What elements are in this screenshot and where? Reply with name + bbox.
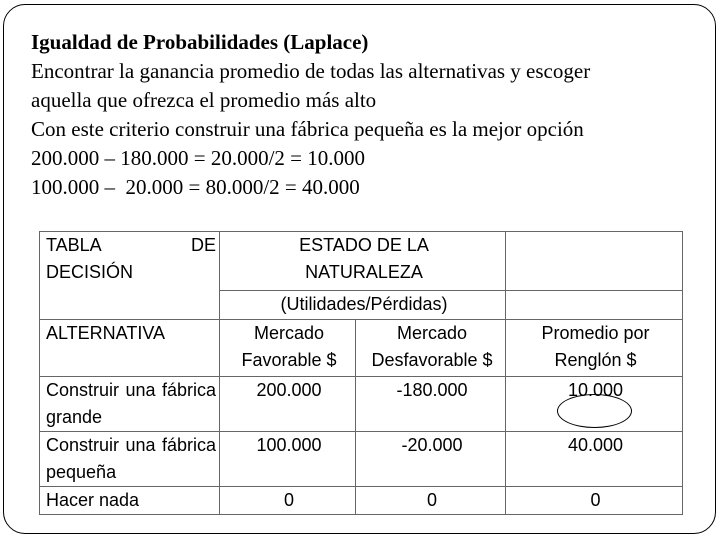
body-line-2: aquella que ofrezca el promedio más alto <box>31 88 377 112</box>
table-row <box>40 432 683 487</box>
highlight-oval <box>557 394 632 428</box>
corner-title-part1: TABLA <box>46 235 102 255</box>
unfavorable-cell: 0 <box>356 487 506 515</box>
alternative-cell: Hacer nada <box>40 487 220 515</box>
alternative-header: ALTERNATIVA <box>40 320 220 377</box>
decision-table <box>39 231 683 515</box>
body-line-1: Encontrar la ganancia promedio de todas las alternativas y escoger <box>31 59 591 83</box>
calculation-line-1: 200.000 – 180.000 = 20.000/2 = 10.000 <box>31 146 366 170</box>
favorable-cell: 100.000 <box>220 432 356 487</box>
slide-text <box>31 28 711 202</box>
body-line-3: Con este criterio construir una fábrica pequeña es la mejor opción <box>31 117 584 141</box>
unfavorable-cell: -180.000 <box>356 377 506 432</box>
favorable-header: Mercado Favorable $ <box>220 320 356 377</box>
unfavorable-cell: -20.000 <box>356 432 506 487</box>
corner-title-part3: DECISIÓN <box>46 262 134 282</box>
unfavorable-header: Mercado Desfavorable $ <box>356 320 506 377</box>
table-row <box>40 487 683 515</box>
favorable-cell: 200.000 <box>220 377 356 432</box>
alternative-cell: Construir una fábrica grande <box>40 377 220 432</box>
calculation-line-2: 100.000 – 20.000 = 80.000/2 = 40.000 <box>31 175 360 199</box>
corner-title-cell <box>40 232 220 320</box>
state-of-nature-header: ESTADO DE LA NATURALEZA <box>220 232 506 291</box>
empty-sub-cell <box>506 291 683 320</box>
average-cell: 10.000 <box>506 377 683 432</box>
utilities-label: (Utilidades/Pérdidas) <box>220 291 506 320</box>
average-cell: 0 <box>506 487 683 515</box>
average-header: Promedio por Renglón $ <box>506 320 683 377</box>
column-header-row <box>40 320 683 377</box>
table-header-row <box>40 232 683 291</box>
corner-title-part2: DE <box>190 235 216 255</box>
empty-header-cell <box>506 232 683 291</box>
average-cell: 40.000 <box>506 432 683 487</box>
alternative-cell: Construir una fábrica pequeña <box>40 432 220 487</box>
favorable-cell: 0 <box>220 487 356 515</box>
slide-title: Igualdad de Probabilidades (Laplace) <box>31 30 369 54</box>
